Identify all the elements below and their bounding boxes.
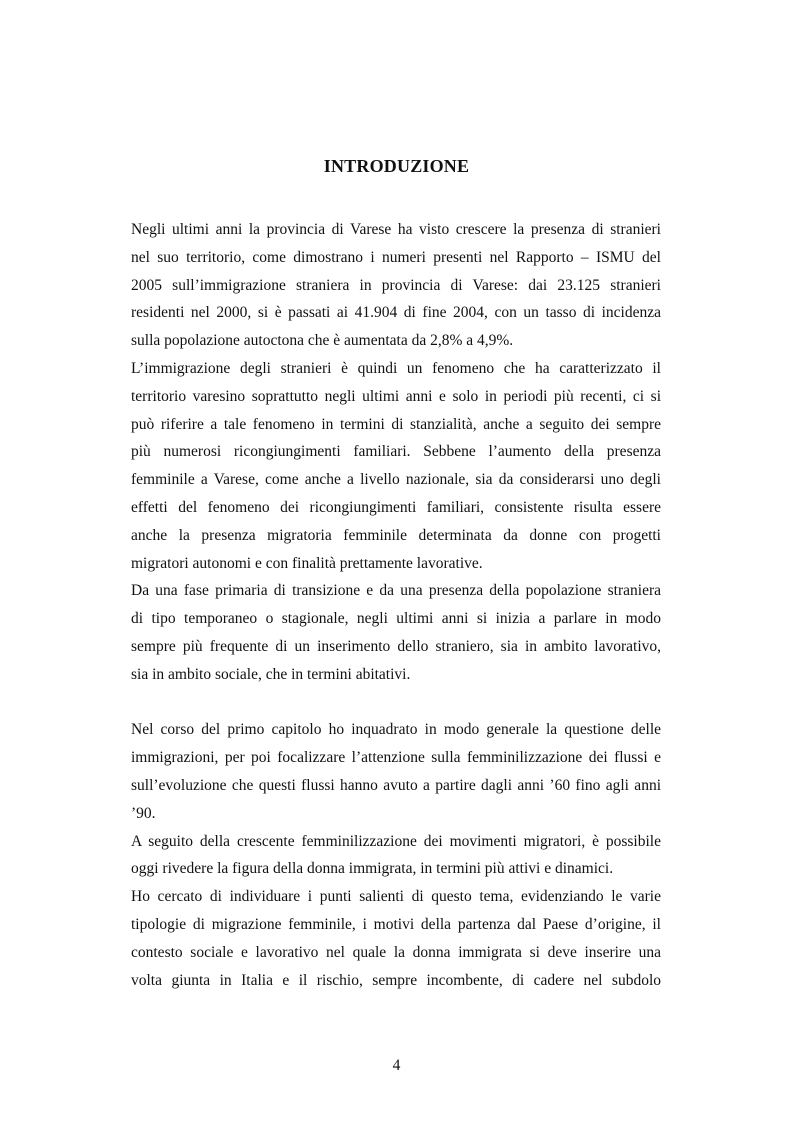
text-line: territorio varesino soprattutto negli ultimi anni e solo in periodi più recenti, ci si <box>131 387 661 405</box>
page-title: INTRODUZIONE <box>323 156 470 176</box>
text-line: Nel corso del primo capitolo ho inquadrato in modo generale la questione delle <box>131 721 661 739</box>
text-line: L’immigrazione degli stranieri è quindi un fenomeno che ha caratterizzato il <box>131 359 661 377</box>
text-line: ’90. <box>131 804 156 822</box>
text-line: più numerosi ricongiungimenti familiari. Sebbene l’aumento della presenza <box>131 443 661 461</box>
body-text <box>131 216 661 994</box>
text-line: migratori autonomi e con finalità prettamente lavorative. <box>131 554 483 572</box>
text-line: nel suo territorio, come dimostrano i numeri presenti nel Rapporto – ISMU del <box>131 248 661 266</box>
paragraph <box>131 355 661 577</box>
text-line: contesto sociale e lavorativo nel quale la donna immigrata si deve inserire una <box>131 943 661 961</box>
text-line: oggi rivedere la figura della donna immigrata, in termini più attivi e dinamici. <box>131 860 614 878</box>
paragraph <box>131 216 661 355</box>
paragraph <box>131 577 661 688</box>
text-line: residenti nel 2000, si è passati ai 41.904 di fine 2004, con un tasso di incidenza <box>131 304 661 322</box>
text-line: Ho cercato di individuare i punti salienti di questo tema, evidenziando le varie <box>131 888 661 906</box>
text-line: volta giunta in Italia e il rischio, sempre incombente, di cadere nel subdolo <box>131 971 661 989</box>
text-line: immigrazioni, per poi focalizzare l’attenzione sulla femminilizzazione dei flussi e <box>131 749 661 767</box>
text-line: di tipo temporaneo o stagionale, negli ultimi anni si inizia a parlare in modo <box>131 610 661 628</box>
paragraph <box>131 883 661 994</box>
text-line: sulla popolazione autoctona che è aumentata da 2,8% a 4,9%. <box>131 332 514 350</box>
text-line: effetti del fenomeno dei ricongiungimenti familiari, consistente risulta essere <box>131 498 661 516</box>
paragraph <box>131 716 661 827</box>
text-line: sempre più frequente di un inserimento dello straniero, sia in ambito lavorativo, <box>131 637 661 655</box>
text-line: Da una fase primaria di transizione e da una presenza della popolazione straniera <box>131 582 661 600</box>
text-line: sia in ambito sociale, che in termini abitativi. <box>131 665 411 683</box>
text-line: sull’evoluzione che questi flussi hanno avuto a partire dagli anni ’60 fino agli anni <box>131 776 661 794</box>
text-line: 2005 sull’immigrazione straniera in provincia di Varese: dai 23.125 stranieri <box>131 276 661 294</box>
paragraph-gap <box>131 689 661 717</box>
text-line: femminile a Varese, come anche a livello nazionale, sia da considerarsi uno degli <box>131 471 661 489</box>
text-line: anche la presenza migratoria femminile determinata da donne con progetti <box>131 526 661 544</box>
page-number: 4 <box>392 1057 401 1074</box>
text-line: tipologie di migrazione femminile, i motivi della partenza dal Paese d’origine, il <box>131 915 661 933</box>
paragraph <box>131 828 661 884</box>
text-line: A seguito della crescente femminilizzazione dei movimenti migratori, è possibile <box>131 832 661 850</box>
text-line: può riferire a tale fenomeno in termini di stanzialità, anche a seguito dei sempre <box>131 415 661 433</box>
text-line: Negli ultimi anni la provincia di Varese ha visto crescere la presenza di stranieri <box>131 221 661 238</box>
